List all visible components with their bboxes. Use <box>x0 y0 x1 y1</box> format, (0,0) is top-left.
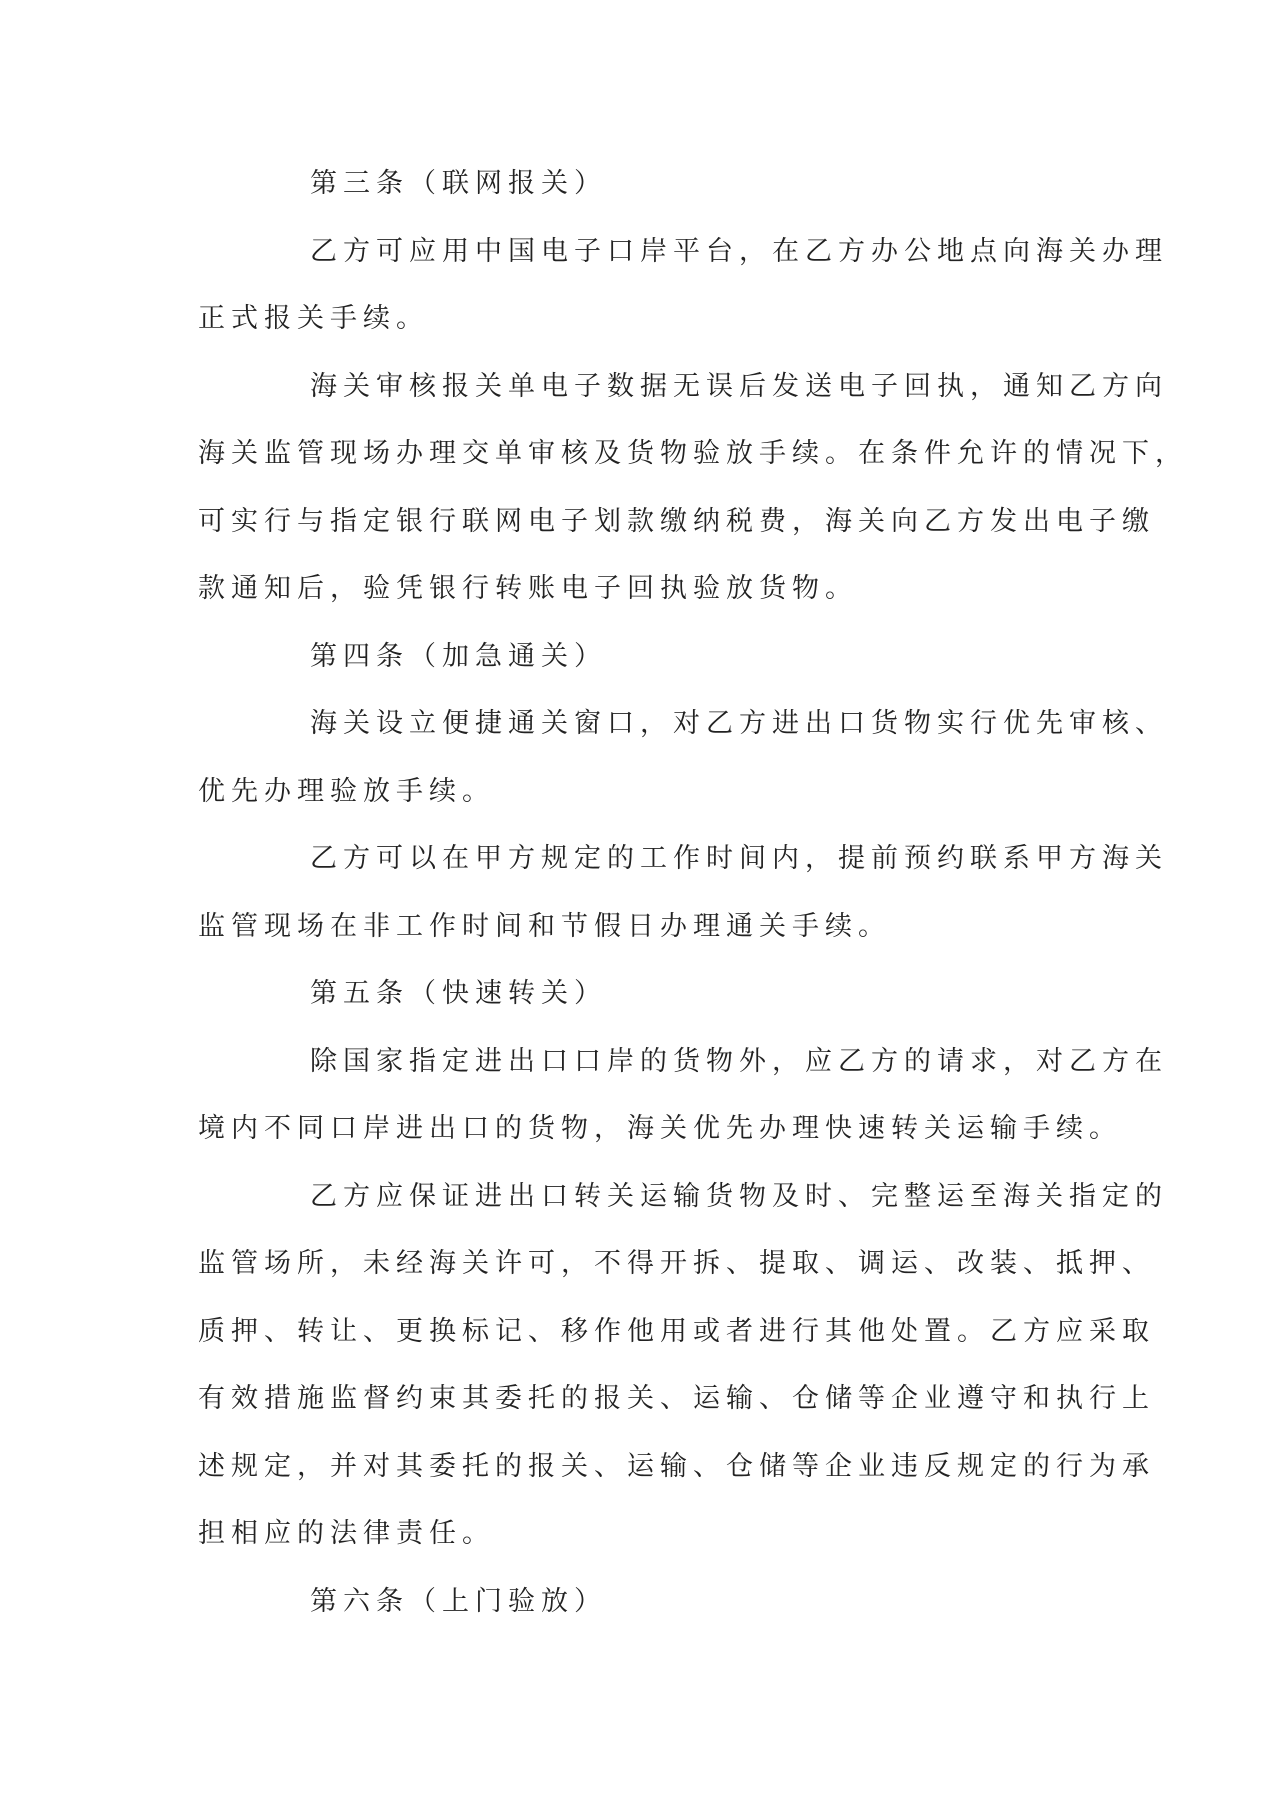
article-3-paragraph-2-line-4: 款通知后，验凭银行转账电子回执验放货物。 <box>198 573 858 604</box>
article-4-heading: 第四条（加急通关） <box>310 640 607 672</box>
article-6-heading: 第六条（上门验放） <box>310 1585 607 1617</box>
article-5-paragraph-2-line-2: 监管场所，未经海关许可，不得开拆、提取、调运、改装、抵押、 <box>198 1248 1155 1279</box>
article-3-paragraph-2-line-2: 海关监管现场办理交单审核及货物验放手续。在条件允许的情况下， <box>198 438 1188 469</box>
article-5-paragraph-2-line-6: 担相应的法律责任。 <box>198 1518 495 1549</box>
article-4-paragraph-2-line-1: 乙方可以在甲方规定的工作时间内，提前预约联系甲方海关 <box>310 843 1168 874</box>
article-5-heading: 第五条（快速转关） <box>310 978 607 1009</box>
article-5-paragraph-1-line-1: 除国家指定进出口口岸的货物外，应乙方的请求，对乙方在 <box>310 1045 1168 1077</box>
article-4-paragraph-1-line-1: 海关设立便捷通关窗口，对乙方进出口货物实行优先审核、 <box>310 708 1168 739</box>
article-5-paragraph-2-line-3: 质押、转让、更换标记、移作他用或者进行其他处置。乙方应采取 <box>198 1315 1155 1347</box>
article-5-paragraph-2-line-5: 述规定，并对其委托的报关、运输、仓储等企业违反规定的行为承 <box>198 1450 1155 1482</box>
article-3-paragraph-2-line-1: 海关审核报关单电子数据无误后发送电子回执，通知乙方向 <box>310 370 1168 402</box>
article-3-paragraph-2-line-3: 可实行与指定银行联网电子划款缴纳税费，海关向乙方发出电子缴 <box>198 505 1155 537</box>
article-3-paragraph-1-line-1: 乙方可应用中国电子口岸平台，在乙方办公地点向海关办理 <box>310 235 1168 267</box>
article-4-paragraph-1-line-2: 优先办理验放手续。 <box>198 775 495 807</box>
article-4-paragraph-2-line-2: 监管现场在非工作时间和节假日办理通关手续。 <box>198 910 891 942</box>
article-5-paragraph-2-line-4: 有效措施监督约束其委托的报关、运输、仓储等企业遵守和执行上 <box>198 1383 1155 1414</box>
article-3-paragraph-1-line-2: 正式报关手续。 <box>198 303 429 334</box>
article-5-paragraph-2-line-1: 乙方应保证进出口转关运输货物及时、完整运至海关指定的 <box>310 1180 1168 1212</box>
article-3-heading: 第三条（联网报关） <box>310 168 607 199</box>
article-5-paragraph-1-line-2: 境内不同口岸进出口的货物，海关优先办理快速转关运输手续。 <box>198 1113 1122 1144</box>
